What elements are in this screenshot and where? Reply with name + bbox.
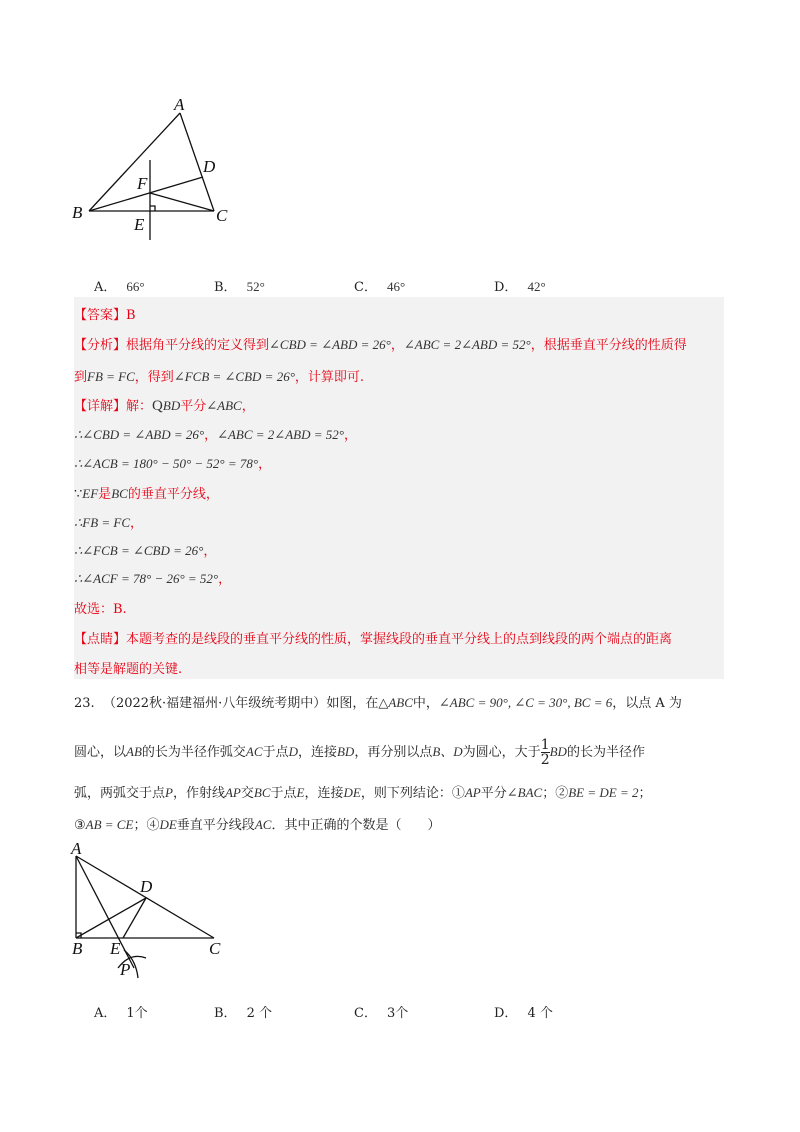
detail-line-6: ∴∠FCB = ∠CBD = 26°， (74, 543, 217, 559)
q22-option-b[interactable]: B． 52° (214, 279, 265, 295)
seg-BD (76, 898, 146, 938)
q22-option-d[interactable]: D． 42° (494, 279, 546, 295)
q22-option-c[interactable]: C． 46° (354, 279, 406, 295)
detail-line-1: 【详解】解：QBD平分∠ABC， (74, 398, 255, 414)
analysis-line-2: 到FB = FC，得到∠FCB = ∠CBD = 26°，计算即可. (74, 369, 365, 385)
label-B: B (72, 939, 83, 958)
point-line-2: 相等是解题的关键. (74, 662, 183, 677)
label-E: E (110, 939, 121, 958)
analysis-line-1: 【分析】根据角平分线的定义得到∠CBD = ∠ABD = 26°，∠ABC = 2∠ABD = 52°，根据垂直平分线的性质得 (74, 337, 687, 353)
q23-option-c[interactable]: C． 3个 (354, 1006, 409, 1021)
q23-line-3: 弧，两弧交于点P，作射线AP交BC于点E，连接DE，则下列结论：①AP平分∠BAC；②BE = DE = 2； (74, 785, 652, 801)
figure-2-svg (66, 840, 236, 980)
right-angle-mark (150, 206, 155, 211)
seg-FC (150, 193, 214, 211)
label-D: D (203, 157, 216, 176)
q23-line-2: 圆心，以AB的长为半径作弧交AC于点D，连接BD，再分别以点B、D为圆心，大于 $\frac{1}{2}$ BD的长为半径作 (74, 737, 645, 768)
label-C: C (209, 939, 221, 958)
answer-line: 【答案】B (74, 308, 136, 323)
label-F: F (137, 174, 148, 193)
label-D: D (140, 877, 153, 896)
q23-options (94, 1002, 614, 1022)
seg-AB (89, 113, 180, 211)
fraction-half: $\frac{1}{2}$ (540, 737, 550, 768)
label-E: E (134, 215, 145, 234)
label-A: A (71, 840, 82, 858)
figure-1-svg (66, 92, 266, 242)
q23-option-b[interactable]: B． 2 个 (214, 1006, 272, 1021)
choose-line: 故选：B. (74, 602, 127, 617)
figure-triangle-abc-2 (66, 840, 236, 980)
q23-option-a[interactable]: A． 1个 (94, 1006, 148, 1021)
detail-line-7: ∴∠ACF = 78° − 26° = 52°， (74, 571, 232, 587)
q22-options (94, 276, 614, 296)
label-P: P (120, 960, 131, 979)
point-line-1: 【点睛】本题考查的是线段的垂直平分线的性质，掌握线段的垂直平分线上的点到线段的两个端点的距离 (74, 632, 673, 647)
q23-line-1: 23. （2022秋·福建福州·八年级统考期中）如图，在△ABC中，∠ABC = 90°, ∠C = 30°, BC = 6，以点 A 为 (74, 695, 682, 711)
q22-option-a[interactable]: A． 66° (94, 279, 145, 295)
label-A: A (174, 95, 185, 114)
detail-line-5: ∴FB = FC， (74, 515, 144, 531)
q23-option-d[interactable]: D． 4 个 (494, 1006, 553, 1021)
detail-line-4: ∵EF是BC的垂直平分线， (74, 486, 219, 502)
label-B: B (72, 203, 83, 222)
detail-line-3: ∴∠ACB = 180° − 50° − 52° = 78°， (74, 456, 272, 472)
detail-line-2: ∴∠CBD = ∠ABD = 26°，∠ABC = 2∠ABD = 52°， (74, 427, 357, 443)
q23-line-4: ③AB = CE；④DE垂直平分线段AC．其中正确的个数是（ ） (74, 817, 441, 833)
label-C: C (216, 206, 228, 225)
figure-triangle-abc-1 (66, 92, 266, 242)
